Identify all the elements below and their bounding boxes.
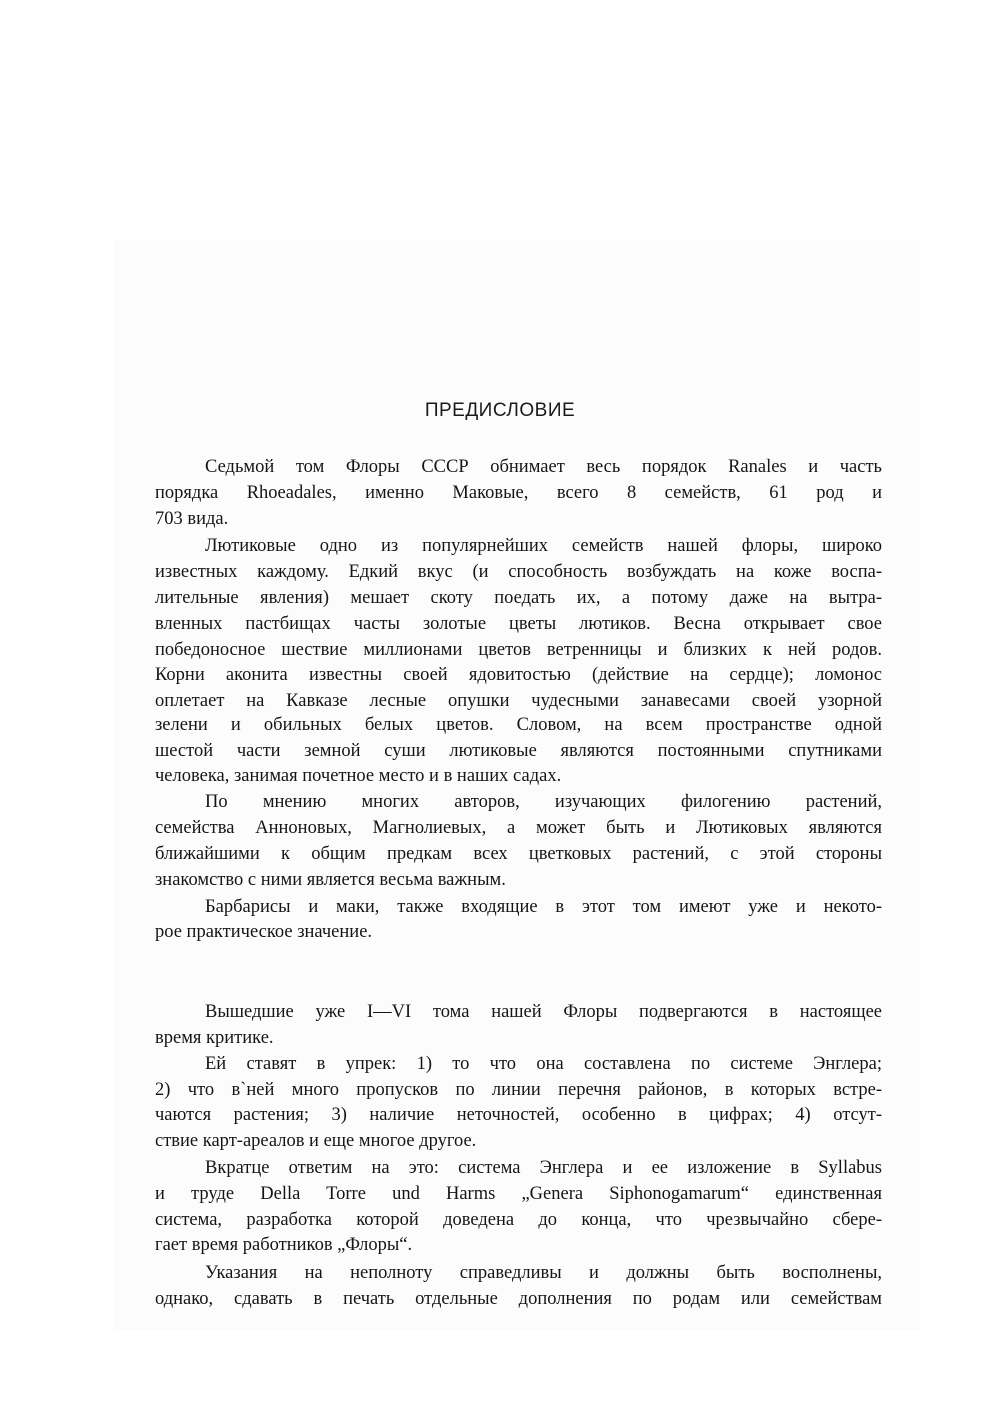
- text-line: чаются растения; 3) наличие неточностей, особенно в цифрах; 4) отсут-: [155, 1105, 882, 1125]
- text-line: Барбарисы и маки, также входящие в этот том имеют уже и некото-: [205, 897, 882, 917]
- text-line: ствие карт-ареалов и еще многое другое.: [155, 1131, 477, 1151]
- text-line: Указания на неполноту справедливы и должны быть восполнены,: [205, 1263, 882, 1283]
- text-line: Седьмой том Флоры СССР обнимает весь порядок Ranales и часть: [205, 457, 882, 477]
- text-line: 2) что в`ней много пропусков по линии перечня районов, в которых встре-: [155, 1080, 882, 1100]
- text-line: победоносное шествие миллионами цветов ветренницы и близких к ней родов.: [155, 640, 882, 660]
- text-line: порядка Rhoeadales, именно Маковые, всего 8 семейств, 61 род и: [155, 483, 882, 503]
- text-line: Лютиковые одно из популярнейших семейств нашей флоры, широко: [205, 536, 882, 556]
- text-line: Ей ставят в упрек: 1) то что она составлена по системе Энглера;: [205, 1054, 882, 1074]
- text-line: знакомство с ними является весьма важным.: [155, 870, 506, 890]
- text-line: семейства Анноновых, Магнолиевых, а может быть и Лютиковых являются: [155, 818, 882, 838]
- page-title: ПРЕДИСЛОВИЕ: [424, 400, 576, 421]
- text-line: однако, сдавать в печать отдельные дополнения по родам или семействам: [155, 1289, 882, 1309]
- text-line: известных каждому. Едкий вкус (и способность возбуждать на коже воспа-: [155, 562, 882, 582]
- text-line: гает время работников „Флоры“.: [155, 1235, 413, 1255]
- text-line: лительные явления) мешает скоту поедать их, а потому даже на вытра-: [155, 588, 882, 608]
- text-line: 703 вида.: [155, 509, 229, 529]
- text-line: Корни аконита известны своей ядовитостью (действие на сердце); ломонос: [155, 665, 882, 685]
- text-line: Вкратце ответим на это: система Энглера и ее изложение в Syllabus: [205, 1158, 882, 1178]
- text-line: система, разработка которой доведена до конца, что чрезвычайно сбере-: [155, 1210, 882, 1230]
- text-line: Вышедшие уже I—VI тома нашей Флоры подвергаются в настоящее: [205, 1002, 882, 1022]
- text-line: время критике.: [155, 1028, 274, 1048]
- text-line: ближайшими к общим предкам всех цветковых растений, с этой стороны: [155, 844, 882, 864]
- text-line: вленных пастбищах часты золотые цветы лютиков. Весна открывает свое: [155, 614, 882, 634]
- text-line: По мнению многих авторов, изучающих филогению растений,: [205, 792, 882, 812]
- text-line: и труде Della Torre und Harms „Genera Siphonogamarum“ единственная: [155, 1184, 882, 1204]
- text-line: зелени и обильных белых цветов. Словом, на всем пространстве одной: [155, 715, 882, 735]
- text-line: рое практическое значение.: [155, 922, 373, 942]
- text-line: человека, занимая почетное место и в наших садах.: [155, 766, 562, 786]
- text-line: оплетает на Кавказе лесные опушки чудесными занавесами своей узорной: [155, 691, 882, 711]
- text-line: шестой части земной суши лютиковые являются постоянными спутниками: [155, 741, 882, 761]
